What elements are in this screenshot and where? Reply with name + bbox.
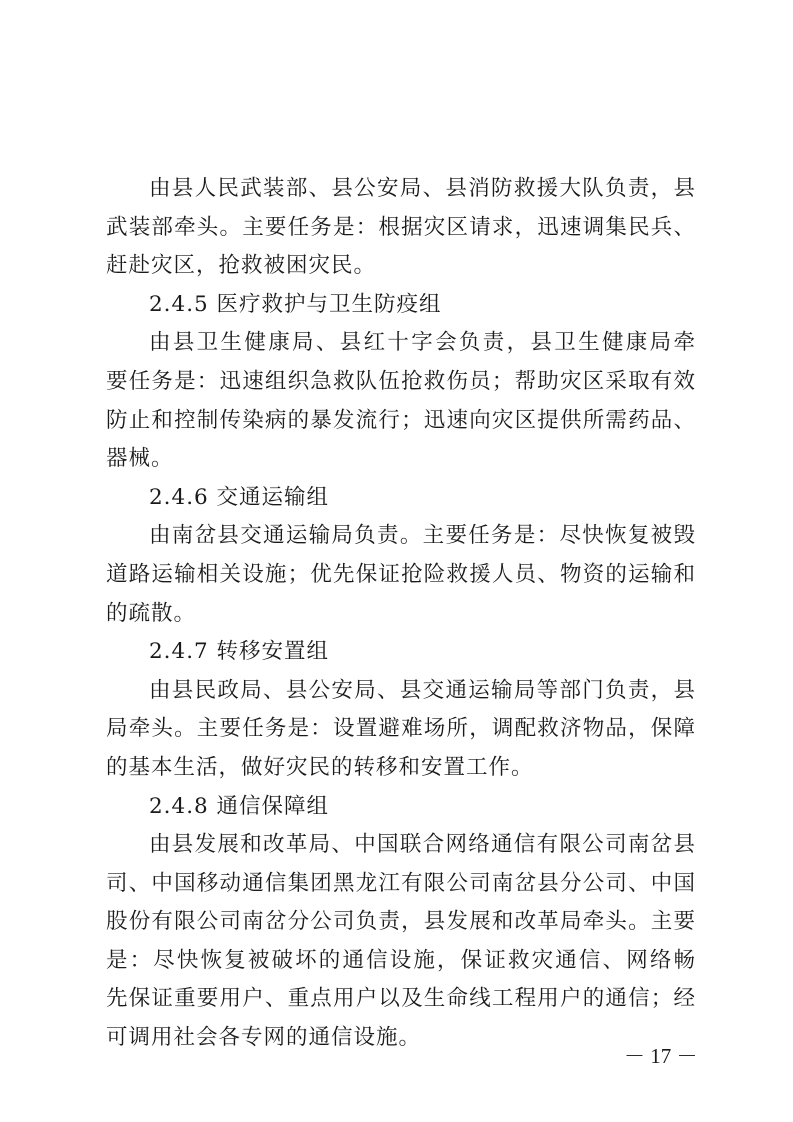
text-line: 局牵头。主要任务是：设置避难场所，调配救济物品，保障 — [106, 716, 696, 742]
text-line: 要任务是：迅速组织急救队伍抢救伤员；帮助灾区采取有效 — [106, 368, 696, 394]
text-line: 器械。 — [106, 446, 174, 472]
text-line: 由南岔县交通运输局负责。主要任务是：尽快恢复被毁 — [149, 523, 696, 549]
text-line: 由县卫生健康局、县红十字会负责，县卫生健康局牵 — [149, 330, 696, 356]
text-line: 防止和控制传染病的暴发流行；迅速向灾区提供所需药品、 — [106, 407, 696, 433]
text-line: 的疏散。 — [106, 600, 197, 626]
section-heading: 2.4.6 交通运输组 — [149, 484, 330, 510]
text-line: 赶赴灾区，抢救被困灾民。 — [106, 253, 377, 279]
page-number: － 17 － — [624, 1044, 698, 1068]
text-line: 的基本生活，做好灾民的转移和安置工作。 — [106, 754, 534, 780]
text-line: 武装部牵头。主要任务是：根据灾区请求，迅速调集民兵、 — [106, 214, 696, 240]
text-line: 由县发展和改革局、中国联合网络通信有限公司南岔县 — [149, 832, 696, 858]
section-heading: 2.4.5 医疗救护与卫生防疫组 — [149, 291, 442, 317]
document-body — [106, 170, 696, 1058]
text-line: 由县民政局、县公安局、县交通运输局等部门负责，县 — [149, 677, 696, 703]
text-line: 可调用社会各专网的通信设施。 — [106, 1025, 422, 1051]
text-line: 司、中国移动通信集团黑龙江有限公司南岔县分公司、中国 — [106, 870, 696, 896]
section-heading: 2.4.7 转移安置组 — [149, 639, 330, 665]
text-line: 由县人民武装部、县公安局、县消防救援大队负责，县 — [149, 176, 696, 201]
text-line: 股份有限公司南岔分公司负责，县发展和改革局牵头。主要 — [106, 909, 696, 935]
text-line: 先保证重要用户、重点用户以及生命线工程用户的通信；经 — [106, 986, 696, 1012]
text-line: 道路运输相关设施；优先保证抢险救援人员、物资的运输和 — [106, 561, 696, 587]
text-line: 是：尽快恢复被破坏的通信设施，保证救灾通信、网络畅 — [106, 947, 696, 973]
section-heading: 2.4.8 通信保障组 — [149, 793, 330, 819]
